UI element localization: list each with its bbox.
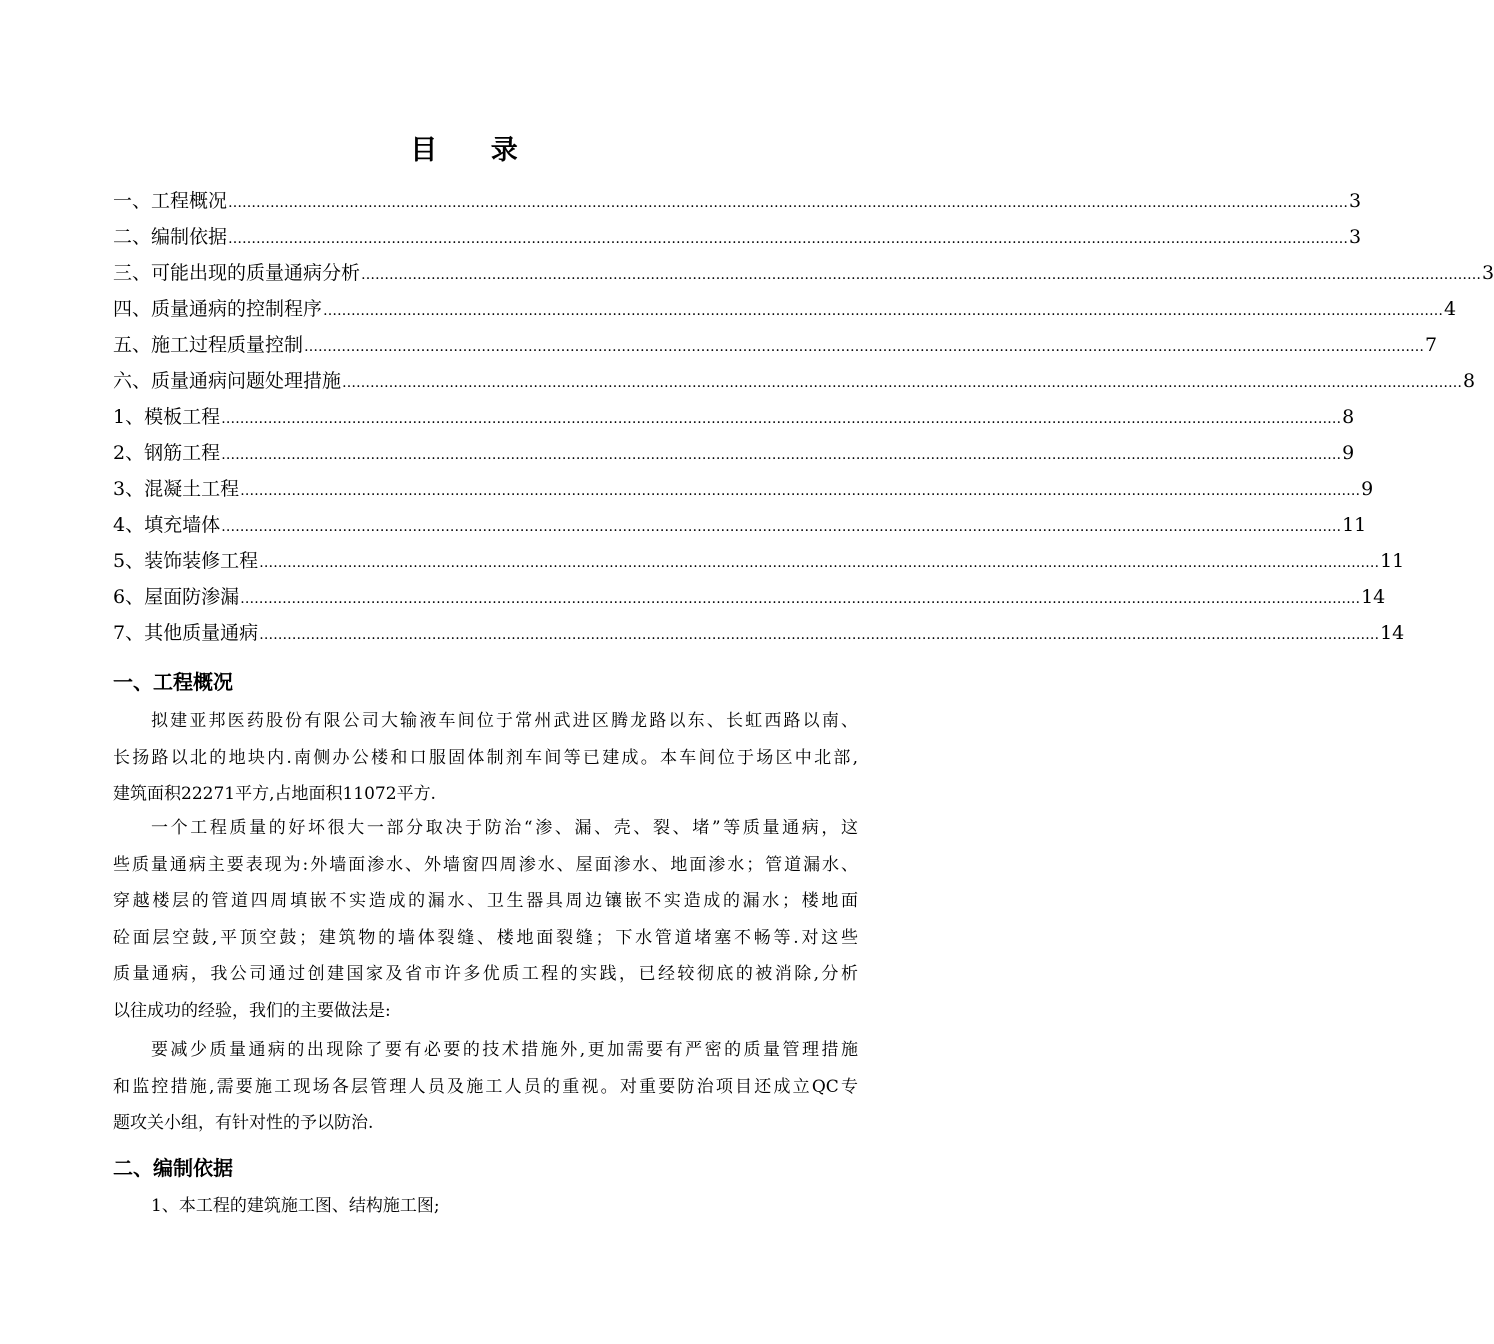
- basis-item-1: 1、本工程的建筑施工图、结构施工图;: [151, 1196, 440, 1216]
- toc-entry[interactable]: [113, 327, 1438, 363]
- toc-entry-page: 9: [1342, 442, 1355, 464]
- text-line: 以往成功的经验，我们的主要做法是:: [113, 1000, 391, 1021]
- toc-entry-label: 二、编制依据: [113, 226, 228, 248]
- toc-leader-dots: ……………………………………………………………………………………………………………………………………………………………………………………………………………………: [221, 519, 1342, 535]
- toc-leader-dots: ……………………………………………………………………………………………………………………………………………………………………………………………………………………: [221, 411, 1342, 427]
- toc-entry[interactable]: [113, 255, 1494, 291]
- toc-entry-label: 7、其他质量通病: [113, 622, 259, 644]
- toc-entry[interactable]: [113, 183, 1362, 219]
- toc-entry[interactable]: [113, 615, 1405, 651]
- toc-entry-page: 11: [1342, 514, 1367, 536]
- toc-leader-dots: ……………………………………………………………………………………………………………………………………………………………………………………………………………………: [221, 447, 1342, 463]
- text-line: 一个工程质量的好坏很大一部分取决于防治“渗、漏、壳、裂、堵”等质量通病，这: [151, 818, 858, 838]
- toc-entry[interactable]: [113, 399, 1355, 435]
- toc-entry-label: 2、钢筋工程: [113, 442, 221, 464]
- toc-leader-dots: ……………………………………………………………………………………………………………………………………………………………………………………………………………………: [342, 375, 1463, 391]
- toc-entry[interactable]: [113, 219, 1362, 255]
- toc-entry-label: 五、施工过程质量控制: [113, 334, 304, 356]
- text-line: 和监控措施,需要施工现场各层管理人员及施工人员的重视。对重要防治项目还成立QC专: [113, 1076, 858, 1097]
- text-line: 要减少质量通病的出现除了要有必要的技术措施外,更加需要有严密的质量管理措施: [151, 1040, 858, 1060]
- toc-leader-dots: ……………………………………………………………………………………………………………………………………………………………………………………………………………………: [323, 303, 1444, 319]
- text-line: 题攻关小组，有针对性的予以防治.: [113, 1113, 374, 1133]
- toc-entry-page: 9: [1361, 478, 1374, 500]
- toc-leader-dots: ……………………………………………………………………………………………………………………………………………………………………………………………………………………: [228, 231, 1349, 247]
- toc-entry-page: 11: [1380, 550, 1405, 572]
- table-of-contents: [113, 183, 1494, 651]
- text-line: 质量通病，我公司通过创建国家及省市许多优质工程的实践，已经较彻底的被消除,分析: [113, 964, 858, 984]
- toc-entry-page: 14: [1361, 586, 1386, 608]
- toc-entry[interactable]: [113, 471, 1374, 507]
- text-line: 砼面层空鼓,平顶空鼓；建筑物的墙体裂缝、楼地面裂缝；下水管道堵塞不畅等.对这些: [113, 927, 858, 948]
- toc-entry[interactable]: [113, 543, 1405, 579]
- overview-paragraph-3: [113, 1032, 858, 1142]
- toc-entry-label: 4、填充墙体: [113, 514, 221, 536]
- text-line: 长扬路以北的地块内.南侧办公楼和口服固体制剂车间等已建成。本车间位于场区中北部,: [113, 747, 858, 768]
- toc-entry-page: 3: [1349, 190, 1362, 212]
- toc-entry-label: 三、可能出现的质量通病分析: [113, 262, 361, 284]
- toc-entry[interactable]: [113, 363, 1476, 399]
- section-heading-overview: 一、工程概况: [113, 670, 233, 694]
- toc-leader-dots: ……………………………………………………………………………………………………………………………………………………………………………………………………………………: [240, 591, 1361, 607]
- toc-entry[interactable]: [113, 579, 1386, 615]
- text-line: 些质量通病主要表现为:外墙面渗水、外墙窗四周渗水、屋面渗水、地面渗水；管道漏水、: [113, 854, 858, 875]
- toc-leader-dots: ……………………………………………………………………………………………………………………………………………………………………………………………………………………: [259, 555, 1380, 571]
- toc-entry[interactable]: [113, 291, 1457, 327]
- toc-entry-label: 3、混凝土工程: [113, 478, 240, 500]
- toc-entry-page: 7: [1425, 334, 1438, 356]
- text-line: 穿越楼层的管道四周填嵌不实造成的漏水、卫生器具周边镶嵌不实造成的漏水；楼地面: [113, 891, 858, 911]
- toc-entry-page: 3: [1349, 226, 1362, 248]
- toc-entry-label: 5、装饰装修工程: [113, 550, 259, 572]
- toc-entry-label: 一、工程概况: [113, 190, 228, 212]
- toc-entry-page: 14: [1380, 622, 1405, 644]
- toc-title: 目 录: [410, 135, 540, 166]
- toc-leader-dots: ……………………………………………………………………………………………………………………………………………………………………………………………………………………: [361, 267, 1482, 283]
- text-line: 建筑面积22271平方,占地面积11072平方.: [113, 784, 436, 804]
- toc-entry-page: 3: [1482, 262, 1494, 284]
- section-heading-basis: 二、编制依据: [113, 1156, 233, 1180]
- toc-leader-dots: ……………………………………………………………………………………………………………………………………………………………………………………………………………………: [228, 195, 1349, 211]
- overview-paragraph-2: [113, 810, 858, 1029]
- toc-entry-label: 四、质量通病的控制程序: [113, 298, 323, 320]
- overview-paragraph-1: [113, 703, 858, 813]
- toc-leader-dots: ……………………………………………………………………………………………………………………………………………………………………………………………………………………: [259, 627, 1380, 643]
- toc-entry[interactable]: [113, 507, 1367, 543]
- text-line: 拟建亚邦医药股份有限公司大输液车间位于常州武进区腾龙路以东、长虹西路以南、: [151, 711, 858, 731]
- toc-entry-page: 8: [1463, 370, 1476, 392]
- toc-entry-page: 8: [1342, 406, 1355, 428]
- toc-entry-label: 1、模板工程: [113, 406, 221, 428]
- toc-entry-label: 六、质量通病问题处理措施: [113, 370, 342, 392]
- toc-entry-page: 4: [1444, 298, 1457, 320]
- toc-entry[interactable]: [113, 435, 1355, 471]
- toc-entry-label: 6、屋面防渗漏: [113, 586, 240, 608]
- toc-leader-dots: ……………………………………………………………………………………………………………………………………………………………………………………………………………………: [240, 483, 1361, 499]
- toc-leader-dots: ……………………………………………………………………………………………………………………………………………………………………………………………………………………: [304, 339, 1425, 355]
